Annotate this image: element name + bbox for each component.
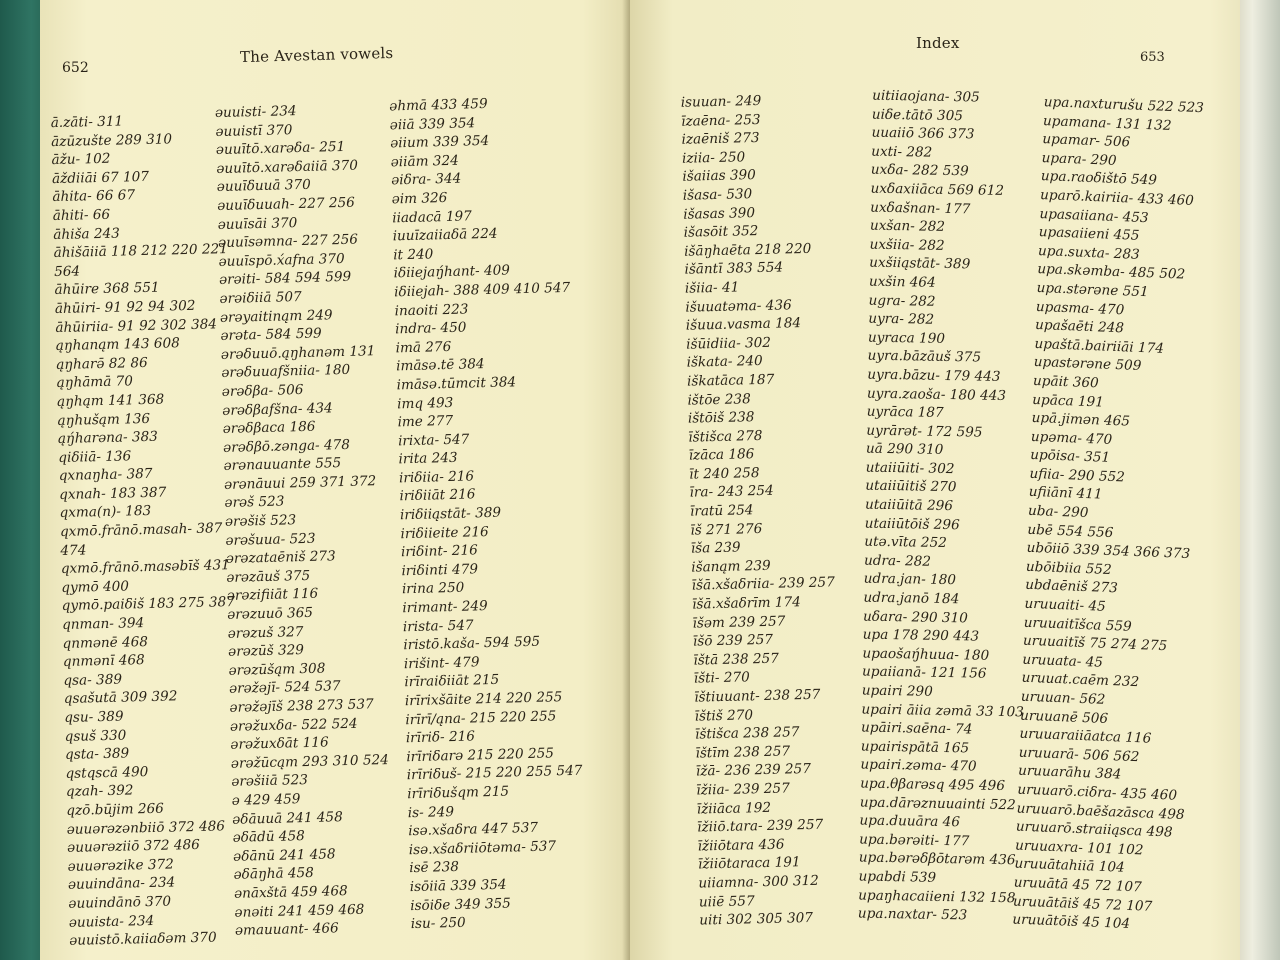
index-entry: ąŋhušąm 136 bbox=[57, 410, 151, 429]
index-entry: ufiiānī 411 bbox=[1028, 484, 1103, 504]
index-entry: uruuarō.straiiąsca 498 bbox=[1015, 818, 1173, 841]
index-entry: išuuatəma- 436 bbox=[685, 296, 792, 316]
index-entry: īžā- 236 239 257 bbox=[695, 761, 812, 780]
index-column-1 bbox=[681, 90, 843, 930]
index-entry: ərəδβa- 506 bbox=[221, 381, 304, 400]
index-entry: əuuīsāi 370 bbox=[217, 214, 298, 233]
index-entry: uiiē 557 bbox=[698, 892, 755, 911]
index-entry: qnman- 394 bbox=[61, 615, 145, 633]
index-entry: udra.janō 184 bbox=[863, 589, 960, 608]
index-entry: uruuaitīš 75 274 275 bbox=[1022, 632, 1168, 655]
index-entry: upōisa- 351 bbox=[1029, 447, 1111, 467]
index-entry: irina 250 bbox=[401, 580, 465, 598]
index-entry: əuuīsəmna- 227 256 bbox=[218, 231, 359, 252]
index-entry: upa.θβarəsq 495 496 bbox=[860, 775, 1006, 795]
index-entry: upa.naxturušu 522 523 bbox=[1043, 94, 1205, 117]
index-entry: əmauuant- 466 bbox=[234, 920, 339, 939]
index-entry: əuuindāna- 234 bbox=[67, 874, 176, 894]
index-entry: udra.jan- 180 bbox=[863, 571, 957, 589]
index-entry: ərəta- 584 599 bbox=[220, 325, 322, 345]
index-entry: utaiiūtōiš 296 bbox=[864, 515, 960, 533]
index-entry: āhita- 66 67 bbox=[52, 187, 136, 206]
index-entry: irišint- 479 bbox=[403, 654, 480, 673]
index-entry: īžiiō.tara- 239 257 bbox=[697, 816, 824, 836]
index-entry: ubōibiia 552 bbox=[1025, 558, 1112, 578]
index-entry: ištōiš 238 bbox=[687, 409, 755, 427]
index-entry: upa.skəmba- 485 502 bbox=[1037, 261, 1186, 283]
index-entry: īzaēna- 253 bbox=[680, 111, 761, 130]
index-entry: īša 239 bbox=[690, 539, 741, 557]
index-entry: 474 bbox=[60, 542, 87, 559]
index-entry: upa.dārəznuuainti 522 bbox=[859, 794, 1016, 813]
index-entry: īžiiāca 192 bbox=[696, 799, 772, 818]
index-entry: ubdaēniš 273 bbox=[1024, 577, 1119, 597]
index-entry: isuuan- 249 bbox=[680, 92, 762, 111]
index-entry: uyra.zaoša- 180 443 bbox=[866, 385, 1007, 404]
index-entry: ərəšiiā 523 bbox=[231, 772, 309, 791]
index-entry: iriδinti 479 bbox=[401, 561, 479, 580]
index-entry: ime 277 bbox=[397, 412, 454, 431]
index-entry: iristō.kaša- 594 595 bbox=[403, 633, 541, 654]
index-column-3 bbox=[1012, 93, 1212, 936]
index-entry: upa.stərəne 551 bbox=[1036, 279, 1149, 301]
index-entry: imāsə.tūmcit 384 bbox=[396, 374, 517, 394]
index-entry: əδāŋhā 458 bbox=[233, 865, 315, 884]
index-entry: irīraiδiiāt 215 bbox=[404, 672, 500, 691]
index-entry: ərəžuxδāt 116 bbox=[230, 734, 329, 754]
index-entry: īštā 238 257 bbox=[693, 650, 779, 669]
index-entry: qymō.paiδiš 183 275 387 bbox=[61, 594, 236, 615]
index-entry: ərəδβō.zənga- 478 bbox=[223, 436, 351, 456]
index-entry: ərəšiš 523 bbox=[224, 512, 297, 530]
index-entry: irimant- 249 bbox=[402, 598, 488, 617]
index-entry: qsašutā 309 392 bbox=[63, 688, 178, 708]
index-entry: ugra- 282 bbox=[868, 292, 936, 310]
index-entry: uxšin 464 bbox=[868, 273, 936, 291]
index-entry: upa.bərəδβōtarəm 436 bbox=[858, 849, 1016, 869]
index-entry: upāiri.saēna- 74 bbox=[860, 719, 973, 738]
index-entry: uruuan- 562 bbox=[1020, 688, 1106, 708]
index-entry: īžiiōtaraca 191 bbox=[697, 854, 801, 873]
index-entry: irīrixšāite 214 220 255 bbox=[404, 689, 563, 710]
index-entry: iδiiejah- 388 409 410 547 bbox=[393, 279, 571, 301]
index-entry: utaiiūitiš 270 bbox=[865, 478, 957, 496]
index-entry: uruuaiti- 45 bbox=[1024, 595, 1107, 615]
index-entry: ərəiti- 584 594 599 bbox=[218, 269, 352, 289]
index-entry: it 240 bbox=[392, 246, 434, 264]
index-entry: upašaēti 248 bbox=[1034, 317, 1125, 337]
index-entry: uxδašnan- 177 bbox=[870, 199, 971, 217]
index-entry: irista- 547 bbox=[402, 617, 474, 635]
page-number: 653 bbox=[1140, 50, 1165, 65]
index-entry: išasa- 530 bbox=[682, 186, 753, 204]
index-entry: uyra.bāzu- 179 443 bbox=[867, 366, 1001, 385]
index-entry: uyrāca 187 bbox=[866, 403, 944, 422]
index-entry: upastərəne 509 bbox=[1033, 354, 1142, 375]
index-entry: ə 429 459 bbox=[231, 791, 301, 809]
right-page bbox=[630, 0, 1240, 960]
index-entry: īra- 243 254 bbox=[689, 483, 774, 502]
index-entry: qxmō.frānō.masəbīš 431 bbox=[60, 557, 230, 578]
index-entry: īšā.xšaδrīm 174 bbox=[691, 594, 801, 613]
index-entry: ərəzuuō 365 bbox=[227, 604, 314, 623]
index-entry: īt 240 258 bbox=[688, 464, 760, 483]
index-entry: upasaiieni 455 bbox=[1038, 224, 1140, 244]
index-entry: uiti 302 305 307 bbox=[699, 910, 814, 929]
index-entry: iiadacā 197 bbox=[392, 207, 473, 226]
index-entry: qsta- 389 bbox=[64, 745, 130, 764]
index-entry: upəma- 470 bbox=[1030, 428, 1113, 448]
index-entry: isē 238 bbox=[409, 859, 460, 877]
index-entry: īšā.xšaδriia- 239 257 bbox=[691, 574, 835, 595]
index-entry: upairispātā 165 bbox=[860, 738, 970, 757]
running-head: The Avestan vowels bbox=[239, 43, 394, 67]
index-entry: upa.bərəiti- 177 bbox=[859, 831, 970, 850]
index-entry: uruuarō.ciδra- 435 460 bbox=[1017, 781, 1178, 804]
index-entry: āzūzušte 289 310 bbox=[50, 130, 173, 150]
index-entry: iuuīzaiiaδā 224 bbox=[392, 225, 498, 245]
index-entry: upa 178 290 443 bbox=[862, 626, 980, 645]
index-entry: išāntī 383 554 bbox=[684, 259, 784, 279]
index-entry: iriδiiāt 216 bbox=[399, 486, 476, 505]
index-entry: uruuātāiš 45 72 107 bbox=[1012, 893, 1153, 915]
index-entry: ərəšuua- 523 bbox=[225, 530, 316, 549]
index-entry: išiia- 41 bbox=[684, 279, 740, 297]
index-entry: iδiiejaŋ́hant- 409 bbox=[393, 262, 511, 282]
index-entry: uxšiiąstāt- 389 bbox=[869, 254, 971, 273]
index-entry: imāsə.tē 384 bbox=[395, 356, 485, 375]
index-entry: əuuərəziiō 372 486 bbox=[67, 837, 201, 857]
index-entry: uā 290 310 bbox=[865, 440, 944, 459]
index-entry: ubōiiō 339 354 366 373 bbox=[1026, 540, 1191, 563]
index-entry: iškata- 240 bbox=[686, 353, 763, 371]
index-entry: ərəzuš 327 bbox=[227, 623, 304, 642]
index-entry: upaštā.bairiiāi 174 bbox=[1034, 335, 1165, 357]
left-page bbox=[40, 0, 630, 960]
index-entry: qsuš 330 bbox=[64, 727, 127, 745]
index-entry: uruuanē 506 bbox=[1019, 707, 1109, 727]
index-entry: uruuātahiiā 104 bbox=[1014, 855, 1126, 877]
index-entry: qstqscā 490 bbox=[65, 763, 149, 782]
index-entry: əuuistō.kaiiaδəm 370 bbox=[69, 929, 217, 949]
index-entry: ərəzāuš 375 bbox=[226, 567, 311, 586]
index-entry: uruuaraiiāatca 116 bbox=[1019, 725, 1152, 747]
index-entry: iriδiiąstāt- 389 bbox=[399, 504, 502, 524]
index-entry: iziia- 250 bbox=[681, 149, 746, 167]
index-entry: uruuātōiš 45 104 bbox=[1012, 911, 1131, 933]
index-entry: əuuīδuuah- 227 256 bbox=[217, 194, 356, 214]
index-entry: ərəzataēniš 273 bbox=[225, 548, 336, 568]
index-entry: əiδra- 344 bbox=[391, 170, 462, 189]
index-entry: upairi.zəma- 470 bbox=[860, 756, 977, 775]
index-entry: imā 276 bbox=[395, 338, 452, 357]
index-entry: išasōit 352 bbox=[683, 223, 759, 241]
index-entry: ərənāuui 259 371 372 bbox=[223, 473, 377, 493]
index-entry: upa.duuāra 46 bbox=[859, 812, 961, 831]
index-entry: əim 326 bbox=[391, 189, 448, 208]
index-entry: ərəδβaca 186 bbox=[222, 418, 316, 438]
index-entry: irita 243 bbox=[398, 450, 458, 468]
index-entry: qsu- 389 bbox=[64, 708, 124, 726]
index-entry: ərənauuante 555 bbox=[223, 455, 342, 475]
index-entry: irīriδuš- 215 220 255 547 bbox=[406, 762, 583, 784]
index-entry: irīriδ- 216 bbox=[405, 728, 476, 747]
index-column-2 bbox=[858, 87, 1035, 926]
index-entry: ərəδuuafšniia- 180 bbox=[221, 362, 351, 382]
index-entry: uitiiaojana- 305 bbox=[872, 87, 980, 106]
index-entry: əδādū 458 bbox=[232, 828, 305, 846]
index-entry: īžiia- 239 257 bbox=[696, 780, 790, 799]
index-entry: upasaiiana- 453 bbox=[1039, 205, 1149, 226]
index-entry: āždiiāi 67 107 bbox=[51, 168, 150, 187]
index-entry: uruuātā 45 72 107 bbox=[1013, 874, 1142, 896]
index-entry: isə.xšaδra 447 537 bbox=[408, 819, 539, 840]
index-entry: išuua.vasma 184 bbox=[685, 315, 802, 334]
index-entry: uyrārət- 172 595 bbox=[866, 422, 983, 441]
index-entry: īštīm 238 257 bbox=[695, 743, 791, 762]
index-entry: uyra- 282 bbox=[868, 310, 935, 328]
index-entry: isōiiā 339 354 bbox=[409, 876, 507, 896]
index-entry: upa.naxtar- 523 bbox=[857, 905, 968, 924]
index-entry: uyraca 190 bbox=[867, 329, 946, 347]
index-entry: ərəš 523 bbox=[224, 493, 285, 512]
index-entry: upamana- 131 132 bbox=[1042, 112, 1172, 134]
index-entry: upā.jimən 465 bbox=[1031, 409, 1131, 430]
index-entry: əuuīδuuā 370 bbox=[216, 177, 311, 196]
index-entry: uxšiia- 282 bbox=[869, 236, 945, 254]
index-entry: ərəzifiiāt 116 bbox=[226, 586, 319, 605]
index-entry: uba- 290 bbox=[1027, 502, 1089, 522]
index-entry: upāit 360 bbox=[1032, 372, 1099, 392]
index-entry: uruuaxra- 101 102 bbox=[1014, 837, 1144, 859]
index-entry: is- 249 bbox=[407, 803, 455, 821]
index-entry: išūidiia- 302 bbox=[686, 334, 772, 353]
index-entry: upasma- 470 bbox=[1035, 298, 1125, 318]
index-entry: āhūiri- 91 92 94 302 bbox=[54, 297, 196, 317]
index-entry: uxδaxiiāca 569 612 bbox=[870, 180, 1005, 199]
index-entry: imq 493 bbox=[396, 394, 454, 412]
index-entry: utaiiūitā 296 bbox=[864, 496, 954, 515]
index-entry: isu- 250 bbox=[410, 914, 466, 933]
index-entry: əhmā 433 459 bbox=[389, 95, 488, 115]
index-entry: qzah- 392 bbox=[65, 782, 134, 801]
index-entry: upa.suxta- 283 bbox=[1037, 242, 1141, 263]
index-entry: əδāuuā 241 458 bbox=[232, 808, 343, 828]
index-entry: upabdi 539 bbox=[858, 868, 937, 886]
index-entry: uδara- 290 310 bbox=[862, 608, 968, 627]
index-entry: ištōe 238 bbox=[687, 390, 751, 409]
page-number: 652 bbox=[62, 60, 89, 76]
index-entry: išasas 390 bbox=[683, 204, 756, 223]
index-entry: upāca 191 bbox=[1032, 391, 1105, 411]
index-entry: āhišāiiā 118 212 220 221 bbox=[53, 241, 228, 262]
index-entry: qnmənē 468 bbox=[62, 633, 149, 652]
index-entry: ənāxštā 459 468 bbox=[233, 882, 348, 902]
index-entry: əuuərəzike 372 bbox=[67, 856, 174, 875]
index-entry: upamar- 506 bbox=[1042, 131, 1131, 151]
index-entry: īštiš 270 bbox=[694, 706, 754, 725]
index-entry: qsa- 389 bbox=[63, 671, 123, 689]
index-entry: ąŋhāmā 70 bbox=[56, 373, 134, 392]
index-entry: əiiām 324 bbox=[390, 152, 459, 171]
index-entry: uruuarō.baēšazāsca 498 bbox=[1016, 800, 1185, 823]
index-entry: ərəzūš 329 bbox=[228, 642, 305, 661]
index-entry: irixta- 547 bbox=[397, 431, 470, 450]
index-entry: irīriδušqm 215 bbox=[407, 783, 510, 803]
index-entry: upaŋhacaiieni 132 158 bbox=[858, 887, 1016, 906]
index-entry: išanąm 239 bbox=[691, 557, 771, 576]
index-entry: uruuata- 45 bbox=[1022, 651, 1104, 671]
index-entry: āhiša 243 bbox=[53, 225, 120, 243]
index-entry: ərəzūšąm 308 bbox=[228, 660, 326, 679]
index-entry: isə.xšaδriiōtəma- 537 bbox=[408, 838, 557, 858]
index-entry: āhiti- 66 bbox=[52, 206, 111, 225]
index-entry: uparō.kairiia- 433 460 bbox=[1039, 186, 1195, 209]
index-entry: iriδiia- 216 bbox=[398, 468, 475, 487]
index-entry: īštišca 238 257 bbox=[694, 724, 800, 743]
index-entry: uxδa- 282 539 bbox=[870, 162, 969, 180]
index-entry: qxnaŋha- 387 bbox=[58, 466, 153, 485]
index-entry: upairi āiia zəmā 33 103 bbox=[861, 701, 1024, 720]
index-column-3 bbox=[389, 93, 587, 934]
index-entry: iškatāca 187 bbox=[686, 371, 775, 390]
index-entry: āhūiriia- 91 92 302 384 bbox=[55, 315, 218, 336]
index-entry: isōiδe 349 355 bbox=[410, 895, 512, 914]
index-entry: ubē 554 556 bbox=[1027, 521, 1114, 541]
index-entry: īšti- 270 bbox=[693, 669, 750, 687]
index-entry: əuuītō.xarəδa- 251 bbox=[215, 139, 346, 159]
index-entry: upara- 290 bbox=[1041, 149, 1117, 169]
index-entry: əuuista- 234 bbox=[68, 912, 155, 931]
index-entry: īš 271 276 bbox=[690, 520, 763, 539]
index-entry: ərəiδiiā 507 bbox=[219, 288, 302, 307]
index-column-1 bbox=[51, 110, 244, 950]
index-entry: uruuarāhu 384 bbox=[1017, 762, 1122, 783]
index-column-2 bbox=[215, 100, 393, 940]
index-entry: əuuīspō.x́afna 370 bbox=[218, 250, 345, 270]
index-entry: utə.vīta 252 bbox=[864, 533, 947, 552]
index-entry: ərəžūcąm 293 310 524 bbox=[230, 751, 389, 772]
index-entry: īšəm 239 257 bbox=[692, 613, 786, 632]
index-entry: əδānū 241 458 bbox=[232, 846, 336, 865]
index-entry: uiδe.tātō 305 bbox=[871, 106, 964, 124]
index-entry: əuuisti- 234 bbox=[214, 103, 297, 122]
index-entry: qzō.būjim 266 bbox=[66, 800, 165, 819]
index-entry: qiδiiā- 136 bbox=[58, 448, 132, 466]
index-entry: išāŋhaēta 218 220 bbox=[683, 240, 812, 260]
index-entry: əuuindānō 370 bbox=[68, 893, 172, 912]
index-entry: īštišca 278 bbox=[688, 427, 763, 446]
index-entry: ərəδuuō.ąŋhanəm 131 bbox=[220, 342, 376, 363]
index-entry: ufiia- 290 552 bbox=[1029, 465, 1126, 486]
index-entry: irīrī/ąna- 215 220 255 bbox=[405, 707, 557, 728]
index-entry: uuaiiō 366 373 bbox=[871, 124, 975, 143]
index-entry: qymō 400 bbox=[61, 578, 130, 596]
index-entry: īratū 254 bbox=[689, 502, 754, 520]
index-entry: ąŋhąm 141 368 bbox=[56, 391, 165, 410]
index-entry: qxnah- 183 387 bbox=[58, 484, 167, 503]
index-entry: uruuat.caēm 232 bbox=[1021, 670, 1140, 691]
index-entry: utaiiūiti- 302 bbox=[865, 459, 955, 478]
index-entry: īšō 239 257 bbox=[692, 631, 774, 650]
index-entry: izaēniš 273 bbox=[681, 130, 760, 148]
index-entry: qxmō.frānō.masah- 387 bbox=[59, 520, 223, 541]
index-entry: upaošaŋ́huua- 180 bbox=[862, 645, 990, 664]
index-entry: īzāca 186 bbox=[688, 446, 755, 464]
index-entry: əuuītō.xarəδaiiā 370 bbox=[216, 157, 359, 177]
index-entry: əuuistī 370 bbox=[215, 121, 293, 140]
index-entry: uruuarā- 506 562 bbox=[1018, 744, 1140, 766]
index-entry: əiium 339 354 bbox=[390, 133, 490, 152]
index-entry: āžu- 102 bbox=[51, 150, 111, 169]
index-entry: uyra.bāzāuš 375 bbox=[867, 347, 982, 366]
index-entry: udra- 282 bbox=[863, 552, 932, 570]
index-entry: iriδint- 216 bbox=[400, 542, 478, 561]
index-entry: upa.raoδištō 549 bbox=[1040, 168, 1158, 189]
index-entry: upairi 290 bbox=[861, 682, 933, 700]
index-entry: upaiianā- 121 156 bbox=[861, 663, 987, 683]
index-entry: ąŋ́harəna- 383 bbox=[57, 428, 159, 448]
index-entry: āhūire 368 551 bbox=[54, 280, 160, 299]
index-entry: īžiiōtara 436 bbox=[697, 836, 785, 855]
index-entry: irīriδarə 215 220 255 bbox=[406, 745, 555, 765]
index-entry: īštiuuant- 238 257 bbox=[694, 686, 821, 706]
index-entry: ąŋhanąm 143 608 bbox=[55, 335, 180, 355]
index-entry: uiiamna- 300 312 bbox=[698, 872, 820, 892]
index-entry: qnmənī 468 bbox=[62, 652, 145, 671]
page-stack-edge-right bbox=[1234, 0, 1280, 960]
index-entry: išaiias 390 bbox=[682, 167, 757, 186]
index-entry: iriδiieite 216 bbox=[400, 523, 489, 542]
index-entry: ənəiti 241 459 468 bbox=[234, 901, 365, 921]
index-entry: 564 bbox=[53, 263, 81, 280]
index-entry: əuuərəzənbiiō 372 486 bbox=[66, 817, 226, 838]
running-head: Index bbox=[916, 34, 960, 52]
index-entry: uruuaitīšca 559 bbox=[1023, 614, 1133, 635]
index-entry: uxšan- 282 bbox=[869, 217, 946, 236]
index-entry: ərəyaitinąm 249 bbox=[219, 306, 333, 326]
index-entry: qxma(n)- 183 bbox=[59, 503, 152, 522]
index-entry: inaoiti 223 bbox=[394, 300, 469, 319]
index-entry: ā.zāti- 311 bbox=[50, 113, 124, 132]
index-entry: uxti- 282 bbox=[871, 143, 933, 161]
index-entry: ərəδβafšna- 434 bbox=[222, 399, 333, 419]
index-entry: indra- 450 bbox=[394, 319, 467, 338]
index-entry: ərəžuxδa- 522 524 bbox=[229, 715, 358, 735]
index-entry: ərəžəjī- 524 537 bbox=[228, 678, 341, 698]
index-entry: ąŋharə̄ 82 86 bbox=[56, 354, 148, 373]
index-entry: əiiā 339 354 bbox=[389, 114, 476, 134]
index-entry: ərəžəjīš 238 273 537 bbox=[229, 696, 374, 716]
